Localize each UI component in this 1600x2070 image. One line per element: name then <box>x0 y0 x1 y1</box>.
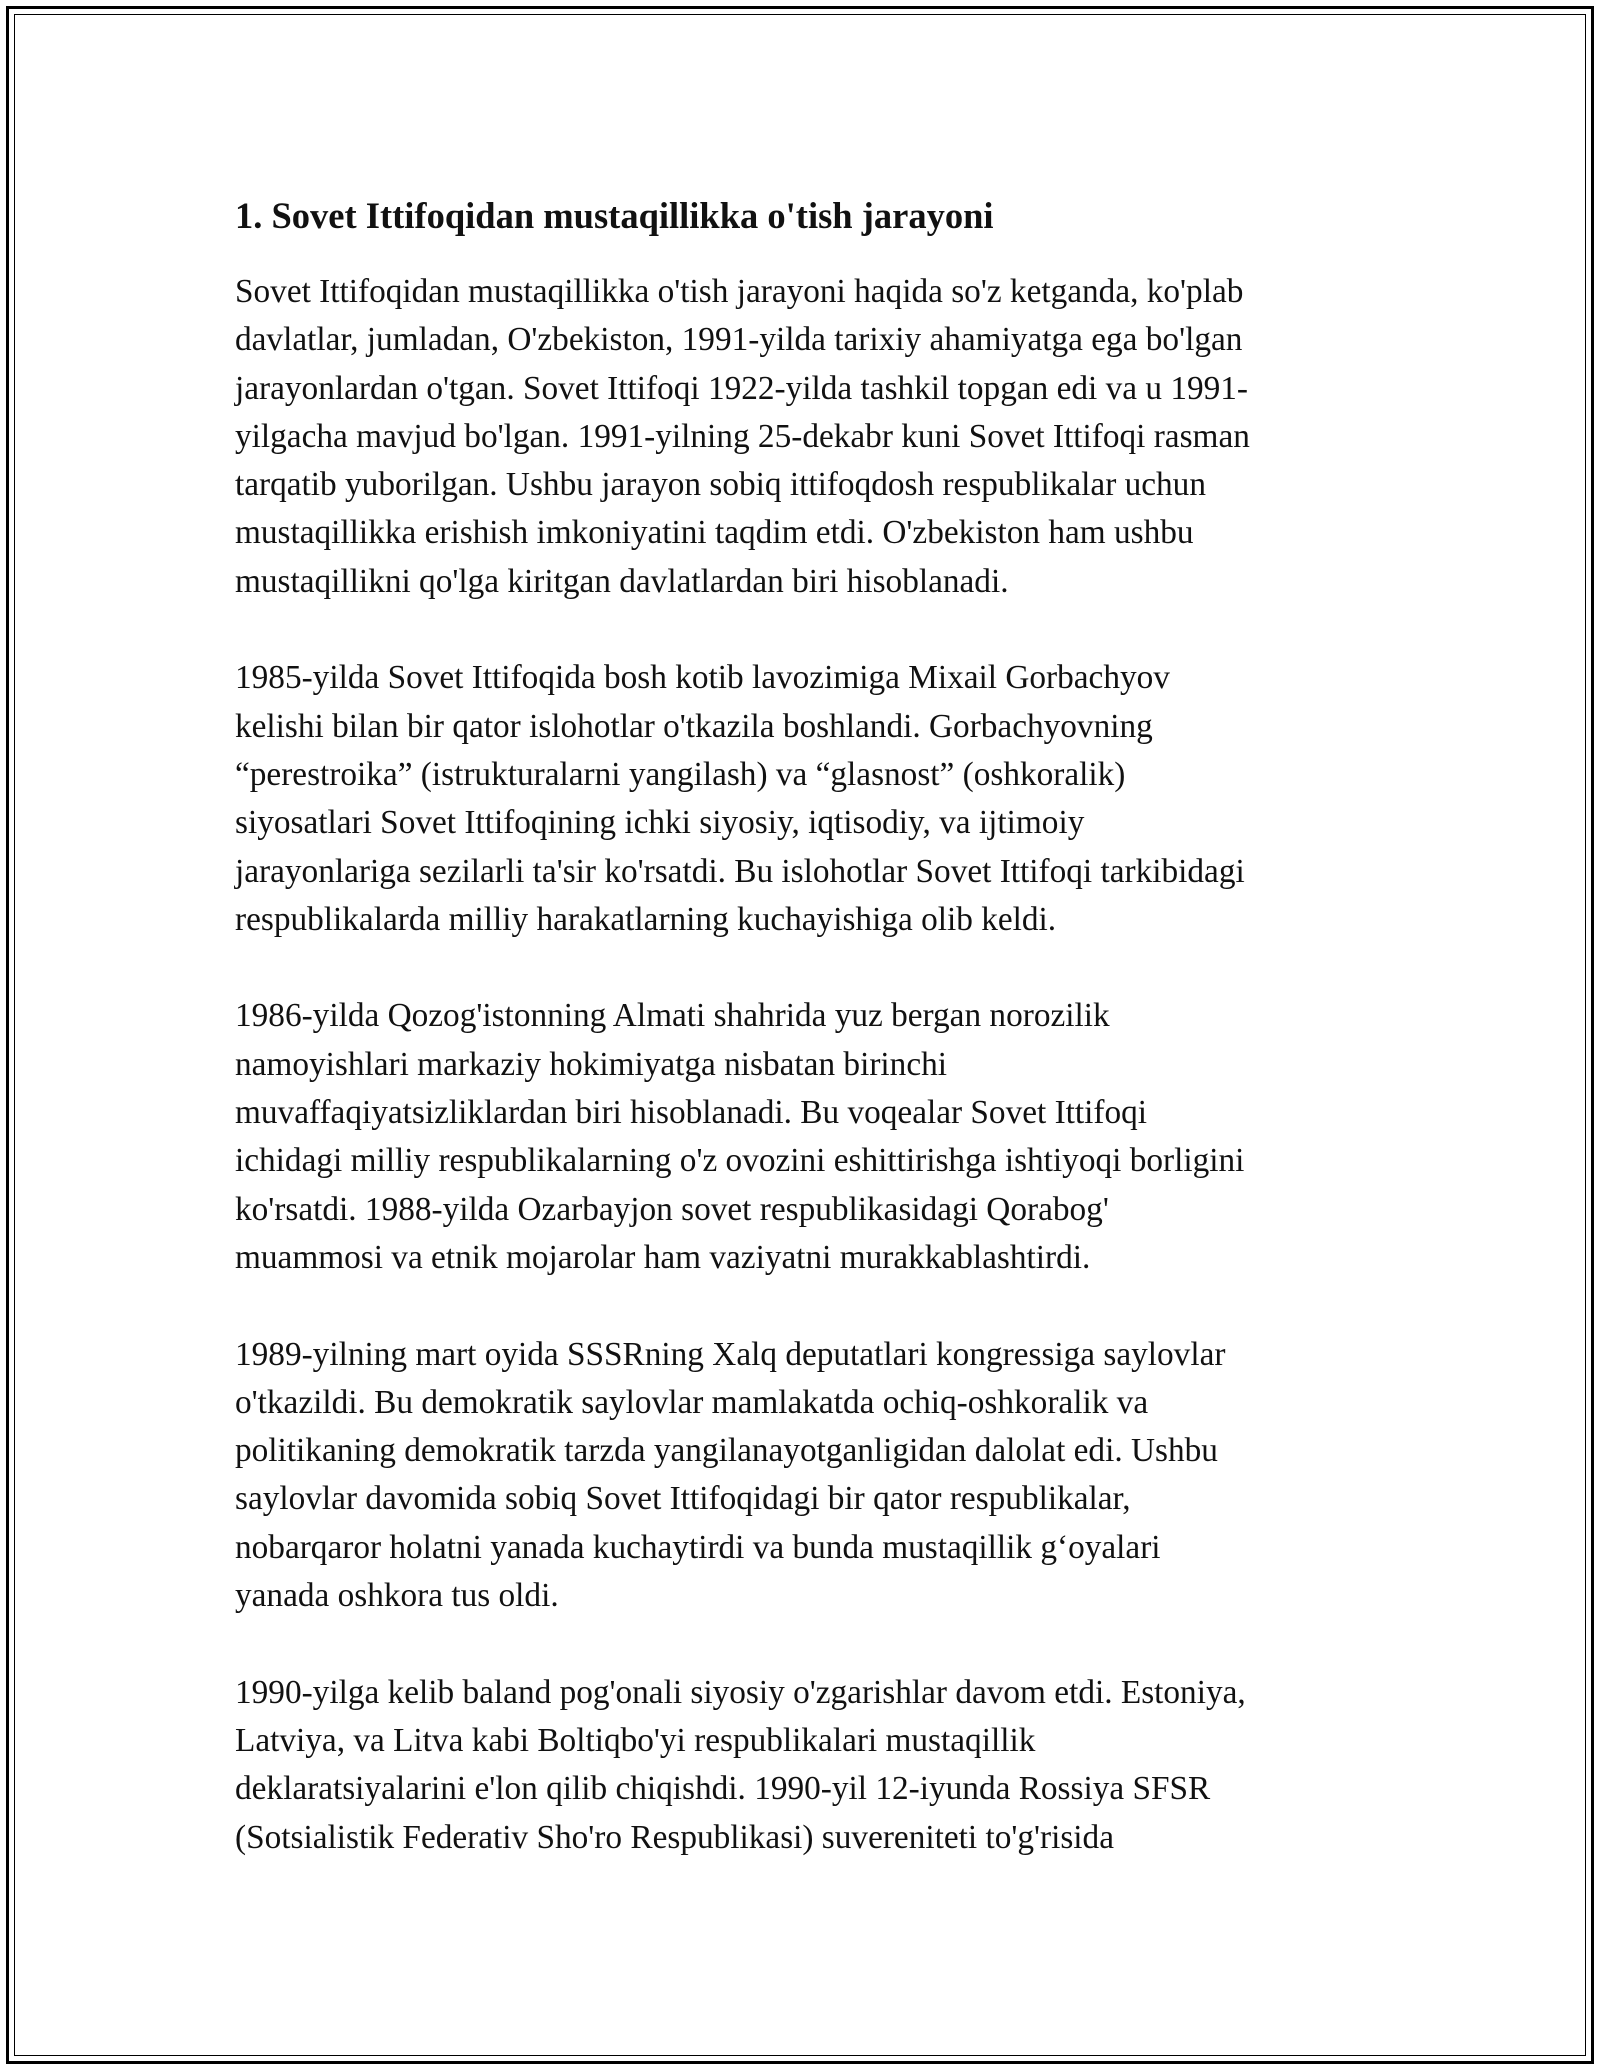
paragraph-list <box>235 268 1370 1862</box>
paragraph <box>235 992 1370 1282</box>
paragraph-line: nobarqaror holatni yanada kuchaytirdi va bunda mustaqillik g‘oyalari <box>235 1528 1161 1566</box>
paragraph-line: kelishi bilan bir qator islohotlar o'tkazila boshlandi. Gorbachyovning <box>235 707 1153 745</box>
paragraph-line: mustaqillikka erishish imkoniyatini taqdim etdi. O'zbekiston ham ushbu <box>235 514 1194 552</box>
paragraph-line: jarayonlariga sezilarli ta'sir ko'rsatdi. Bu islohotlar Sovet Ittifoqi tarkibidagi <box>235 852 1245 890</box>
paragraph-line: “perestroika” (istrukturalarni yangilash) va “glasnost” (oshkoralik) <box>235 755 1126 793</box>
paragraph-line: Latviya, va Litva kabi Boltiqbo'yi respublikalari mustaqillik <box>235 1721 1036 1759</box>
section-heading: 1. Sovet Ittifoqidan mustaqillikka o'tish jarayoni <box>235 195 994 236</box>
paragraph-line: yilgacha mavjud bo'lgan. 1991-yilning 25-dekabr kuni Sovet Ittifoqi rasman <box>235 417 1250 455</box>
paragraph <box>235 1331 1370 1621</box>
document-body <box>235 190 1370 1910</box>
paragraph-line: Sovet Ittifoqidan mustaqillikka o'tish jarayoni haqida so'z ketganda, ko'plab <box>235 273 1244 310</box>
paragraph-line: 1986-yilda Qozog'istonning Almati shahrida yuz bergan norozilik <box>235 997 1110 1035</box>
paragraph-line: jarayonlardan o'tgan. Sovet Ittifoqi 1922-yilda tashkil topgan edi va u 1991- <box>235 369 1249 407</box>
paragraph-line: davlatlar, jumladan, O'zbekiston, 1991-yilda tarixiy ahamiyatga ega bo'lgan <box>235 321 1243 359</box>
paragraph-line: mustaqillikni qo'lga kiritgan davlatlardan biri hisoblanadi. <box>235 562 1009 600</box>
paragraph-line: deklaratsiyalarini e'lon qilib chiqishdi. 1990-yil 12-iyunda Rossiya SFSR <box>235 1770 1211 1808</box>
paragraph-line: o'tkazildi. Bu demokratik saylovlar mamlakatda ochiq-oshkoralik va <box>235 1383 1149 1421</box>
paragraph-line: muvaffaqiyatsizliklardan biri hisoblanadi. Bu voqealar Sovet Ittifoqi <box>235 1094 1148 1132</box>
paragraph-line: siyosatlari Sovet Ittifoqining ichki siyosiy, iqtisodiy, va ijtimoiy <box>235 804 1085 842</box>
paragraph-line: saylovlar davomida sobiq Sovet Ittifoqidagi bir qator respublikalar, <box>235 1480 1131 1518</box>
paragraph-line: (Sotsialistik Federativ Sho'ro Respublikasi) suvereniteti to'g'risida <box>235 1818 1114 1856</box>
paragraph-line: yanada oshkora tus oldi. <box>235 1577 559 1615</box>
paragraph <box>235 1669 1370 1862</box>
paragraph-line: muammosi va etnik mojarolar ham vaziyatni murakkablashtirdi. <box>235 1238 1091 1276</box>
paragraph-line: namoyishlari markaziy hokimiyatga nisbatan birinchi <box>235 1045 947 1083</box>
paragraph <box>235 654 1370 944</box>
paragraph-line: ko'rsatdi. 1988-yilda Ozarbayjon sovet respublikasidagi Qorabog' <box>235 1190 1109 1228</box>
paragraph-line: politikaning demokratik tarzda yangilanayotganligidan dalolat edi. Ushbu <box>235 1432 1218 1470</box>
paragraph-line: 1989-yilning mart oyida SSSRning Xalq deputatlari kongressiga saylovlar <box>235 1335 1226 1373</box>
paragraph <box>235 268 1370 606</box>
paragraph-line: respublikalarda milliy harakatlarning kuchayishiga olib keldi. <box>235 900 1057 938</box>
paragraph-line: ichidagi milliy respublikalarning o'z ovozini eshittirishga ishtiyoqi borligini <box>235 1142 1245 1180</box>
paragraph-line: 1990-yilga kelib baland pog'onali siyosiy o'zgarishlar davom etdi. Estoniya, <box>235 1673 1246 1711</box>
paragraph-line: tarqatib yuborilgan. Ushbu jarayon sobiq ittifoqdosh respublikalar uchun <box>235 466 1206 504</box>
paragraph-line: 1985-yilda Sovet Ittifoqida bosh kotib lavozimiga Mixail Gorbachyov <box>235 659 1170 697</box>
